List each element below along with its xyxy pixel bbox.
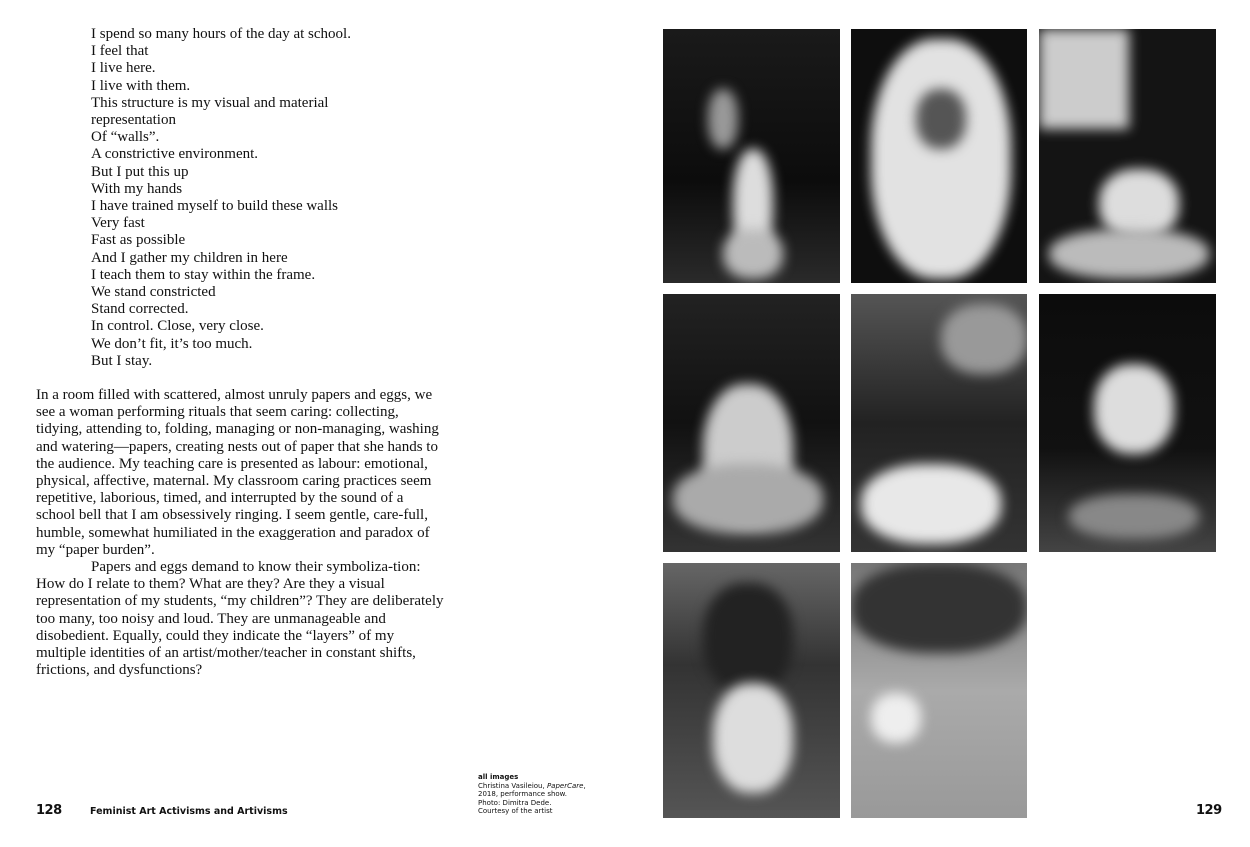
poem-line: I have trained myself to build these walls xyxy=(91,198,339,215)
body-text xyxy=(36,387,446,679)
poem-line: With my hands xyxy=(91,180,183,197)
paragraph: In a room filled with scattered, almost unruly papers and eggs, we see a woman performing rituals that seem caring: collecting, tidying, attending to, folding, managing or non-managing, washing and watering—papers, creating nests out of paper that she hands to the audience. My teaching care is presented as labour: emotional, physical, affective, maternal. My classroom caring practices seem repetitive, laborious, timed, and interrupted by the sound of a school bell that I am obsessively ringing. I seem gentle, care-full, humble, somewhat humiliated in the exaggeration and paradox of my “paper burden”. xyxy=(36,387,439,558)
poem-line: Fast as possible xyxy=(91,232,186,249)
poem-line: Very fast xyxy=(91,215,145,232)
poem-line: A constrictive environment. xyxy=(91,146,259,163)
caption-line: Photo: Dimitra Dede. xyxy=(478,798,552,807)
caption-work-title: PaperCare xyxy=(546,781,584,790)
photo-5 xyxy=(851,294,1027,552)
poem-line: And I gather my children in here xyxy=(91,249,288,266)
caption-artist: Christina Vasileiou, xyxy=(478,781,547,790)
poem-line: This structure is my visual and material xyxy=(91,94,329,111)
poem xyxy=(91,26,351,370)
poem-line: I feel that xyxy=(91,43,149,60)
poem-line: I live with them. xyxy=(91,77,191,94)
photo-7 xyxy=(663,563,840,818)
poem-line: I live here. xyxy=(91,60,156,77)
page-number-right: 129 xyxy=(1196,803,1222,818)
photo-8 xyxy=(851,563,1027,818)
poem-line: We stand constricted xyxy=(91,284,216,301)
page-number-left: 128 xyxy=(36,803,62,818)
poem-line: Of “walls”. xyxy=(91,129,160,146)
poem-line: In control. Close, very close. xyxy=(91,318,264,335)
caption-line: 2018, performance show. xyxy=(478,790,567,799)
poem-line: representation xyxy=(91,112,176,129)
poem-line: I spend so many hours of the day at school. xyxy=(91,26,351,42)
image-caption: all images Christina Vasileiou, PaperCare, 2018, performance show. Photo: Dimitra Dede. Courtesy of the artist xyxy=(478,773,586,816)
caption-line: Courtesy of the artist xyxy=(478,807,553,816)
photo-1 xyxy=(663,29,840,283)
photo-2 xyxy=(851,29,1027,283)
photo-3 xyxy=(1039,29,1216,283)
photo-6 xyxy=(1039,294,1216,552)
poem-line: I teach them to stay within the frame. xyxy=(91,266,316,283)
photo-4 xyxy=(663,294,840,552)
poem-line: But I stay. xyxy=(91,352,153,369)
poem-line: But I put this up xyxy=(91,163,189,180)
caption-heading: all images xyxy=(478,773,519,781)
poem-line: Stand corrected. xyxy=(91,301,189,318)
running-head: Feminist Art Activisms and Artivisms xyxy=(90,806,288,817)
paragraph: Papers and eggs demand to know their symboliza-tion: How do I relate to them? What are they? Are they a visual representation of my students, “my children”? They are deliberately too many, too noisy and loud. They are unmanageable and disobedient. Equally, could they indicate the “layers” of my multiple identities of an artist/mother/teacher in constant shifts, frictions, and dysfunctions? xyxy=(36,559,444,679)
poem-line: We don’t fit, it’s too much. xyxy=(91,335,253,352)
